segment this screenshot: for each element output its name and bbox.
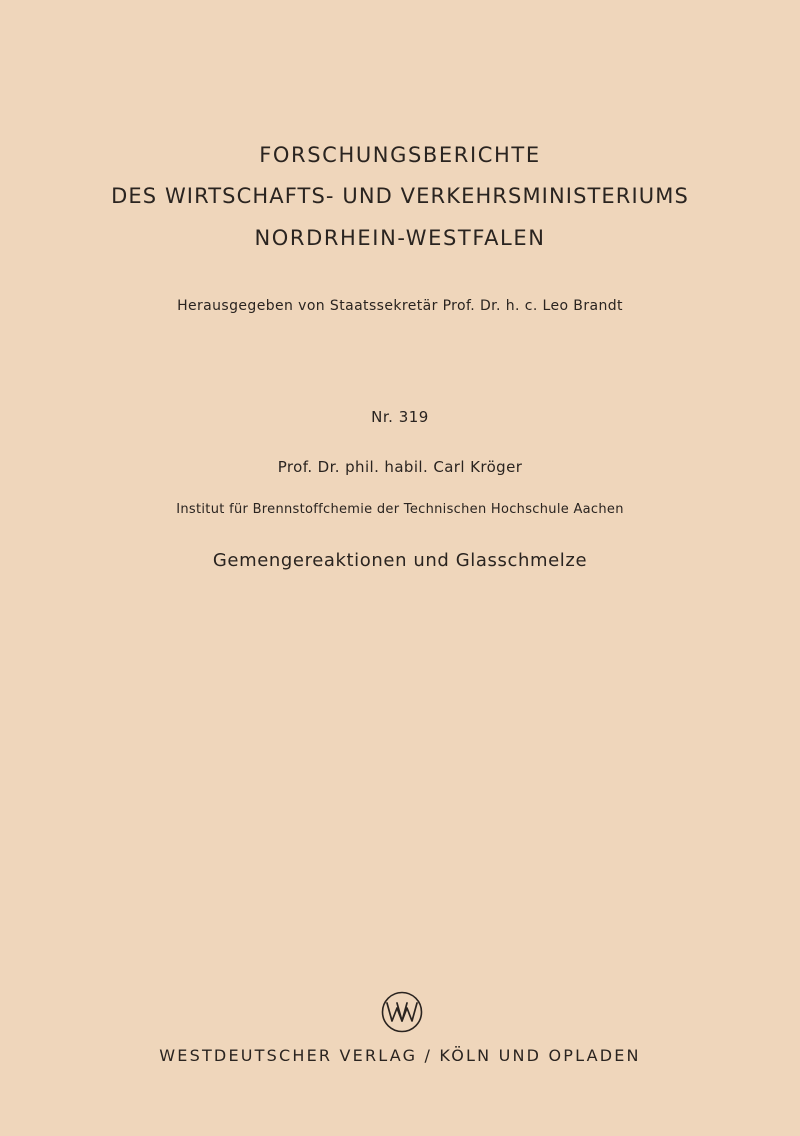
author-institute: Institut für Brennstoffchemie der Technischen Hochschule Aachen bbox=[176, 502, 624, 517]
issue-number: Nr. 319 bbox=[371, 408, 429, 426]
editor-credit: Herausgegeben von Staatssekretär Prof. Dr. h. c. Leo Brandt bbox=[177, 298, 623, 314]
series-title-line-3: NORDRHEIN-WESTFALEN bbox=[254, 226, 546, 250]
series-title-line-2: DES WIRTSCHAFTS- UND VERKEHRSMINISTERIUMS bbox=[111, 184, 689, 208]
publisher-ww-logo-icon bbox=[381, 991, 423, 1033]
book-title: Gemengereaktionen und Glasschmelze bbox=[212, 550, 588, 571]
publisher-imprint: WESTDEUTSCHER VERLAG / KÖLN UND OPLADEN bbox=[159, 1046, 641, 1065]
author-name: Prof. Dr. phil. habil. Carl Kröger bbox=[277, 458, 523, 476]
series-title-line-1: FORSCHUNGSBERICHTE bbox=[259, 143, 541, 167]
